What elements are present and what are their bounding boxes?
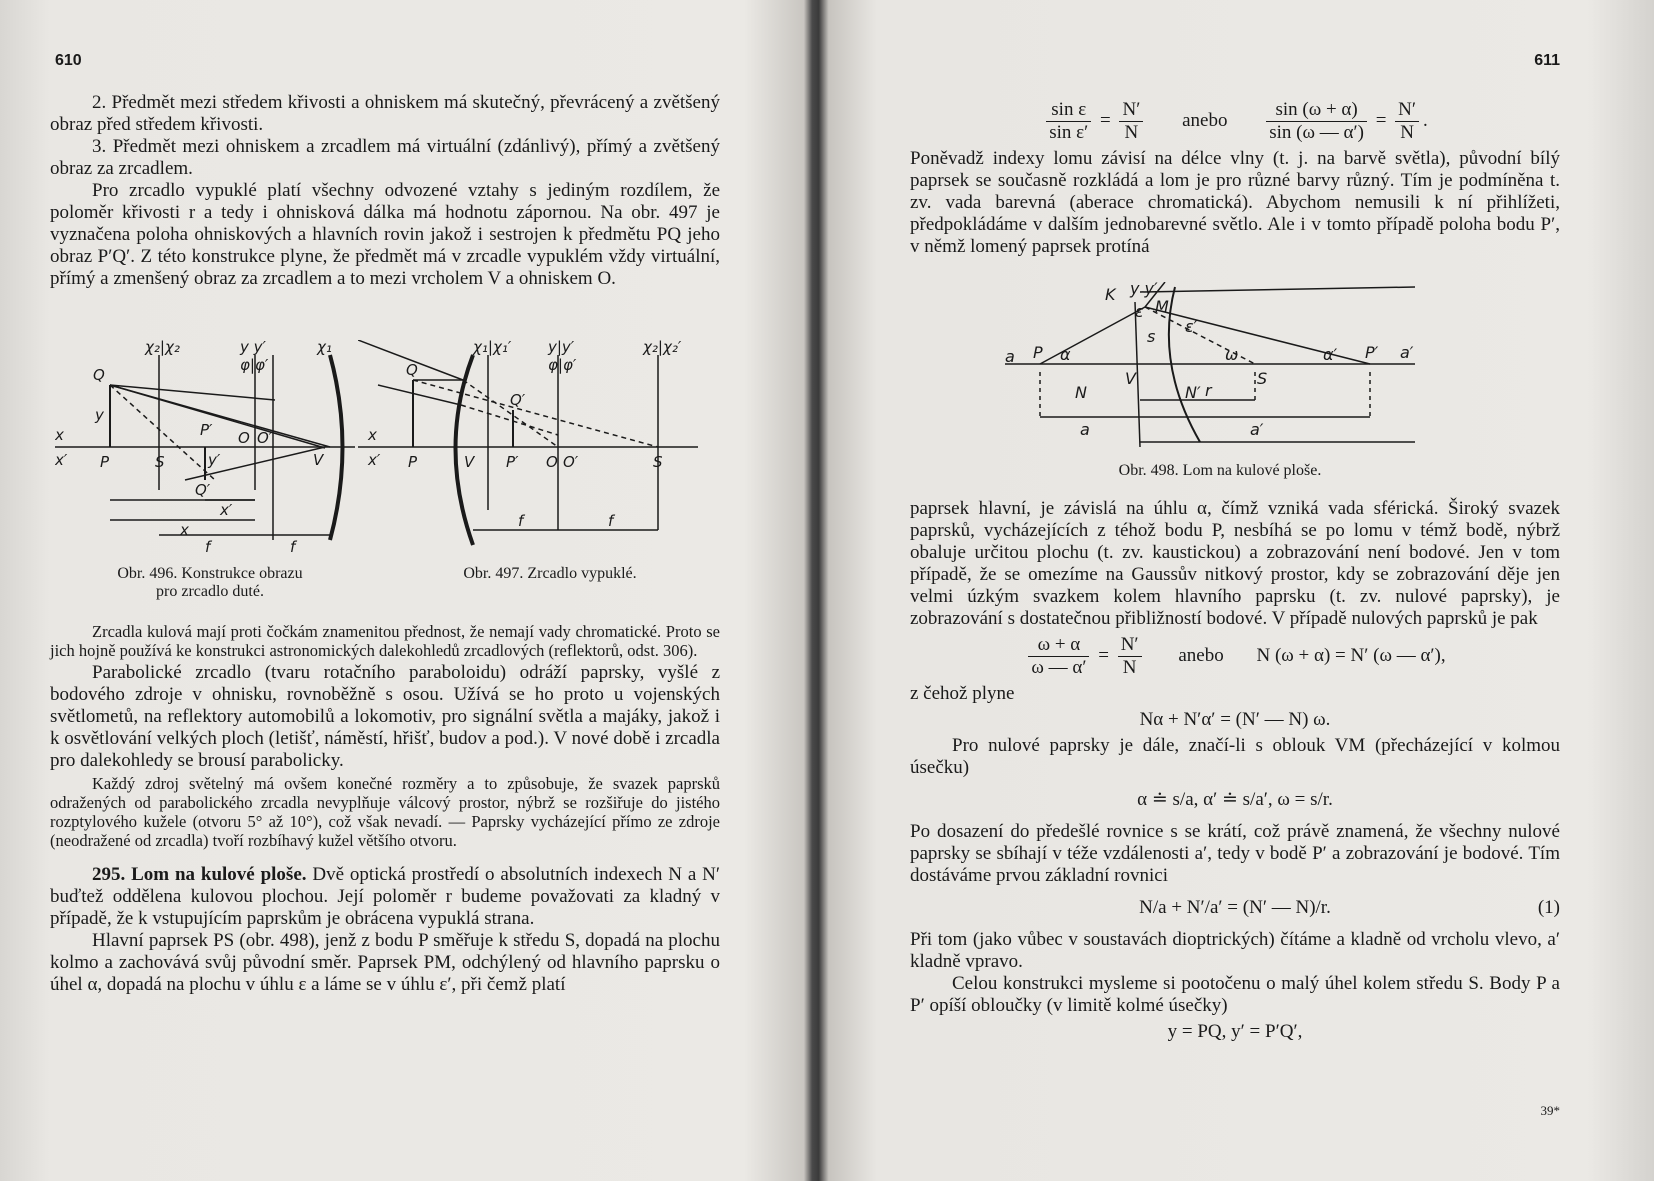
numerator: sin ε	[1046, 99, 1091, 122]
fig-label: a	[1005, 347, 1015, 366]
fig-label: O	[546, 453, 558, 471]
fig-label: s	[1147, 327, 1156, 346]
equation-number: (1)	[1537, 897, 1560, 918]
fig-label: χ₂|χ₂	[145, 340, 180, 356]
fig-label: M	[1155, 297, 1169, 316]
section-number: 295.	[92, 864, 126, 885]
fig-label: P	[1033, 343, 1043, 362]
equation: $\frac{\text{sin ε}}{\text{sin ε′}}$ = $\frac{N'}{N}$ anebo $\frac{\sin (\omega + \alpha)}{\sin (\omega — \alpha')}$ = $\frac{N'}{N}$ .	[910, 99, 1560, 144]
paragraph: 2. Předmět mezi středem křivosti a ohniskem má skutečný, převrácený a zvětšený obraz před středem křivosti.	[50, 92, 720, 135]
denominator: N	[1124, 122, 1139, 143]
fig-label: ε′	[1185, 317, 1198, 336]
paragraph: z čehož plyne	[910, 683, 1015, 704]
fig-label: V	[464, 453, 475, 471]
fig-label: O	[238, 429, 250, 447]
fig-label: S	[1257, 369, 1268, 388]
figure-498	[1005, 282, 1425, 452]
section-title: Lom na kulové ploše.	[131, 864, 307, 885]
fig-label: a	[1080, 420, 1090, 439]
fraction	[1119, 99, 1143, 144]
numerator: sin (ω + α)	[1266, 99, 1367, 122]
fig-label: r	[1205, 381, 1212, 400]
fig-label: P	[408, 453, 418, 471]
section-text: Dvě optická prostředí o absolutních indexech N a N′ buďtež oddělena kulovou plochou. Její poloměr r budeme považovati za kladný v případě, že k vstupujícím paprskům je obrácena vypuklá strana.	[50, 864, 721, 929]
left-page	[40, 0, 720, 1181]
fig-label: y′	[208, 451, 221, 469]
figure-caption	[85, 565, 335, 601]
numerator: ω + α	[1028, 634, 1089, 657]
paragraph-small: Zrcadla kulová mají proti čočkám znamenitou přednost, že nemají vady chromatické. Proto se jich hojně používá ke konstrukci astronomických dalekohledů zrcadlových (reflektorů, odst. 306).	[50, 622, 720, 660]
equation-body: N/a + N′/a′ = (N′ — N)/r.	[1139, 897, 1331, 918]
fig-label: x′	[55, 451, 68, 469]
fig-label: y y′	[240, 340, 266, 356]
fig-label: a′	[1400, 343, 1414, 362]
fig-label: Q′	[510, 391, 526, 409]
fig-label: x	[55, 426, 64, 444]
conjunction: anebo	[1178, 644, 1224, 666]
text-block-top	[910, 95, 1560, 258]
paragraph: Po dosazení do předešlé rovnice s se krátí, což právě znamená, že všechny nulové paprsky se sbíhají v téže vzdálenosti a′, tedy v bodě P′ a zobrazování je bodové. Tím dostáváme prvou základní rovnici	[910, 821, 1560, 886]
caption-line: pro zrcadlo duté.	[156, 583, 264, 600]
fig-label: O′	[257, 429, 273, 447]
fig-label: N′	[1185, 383, 1201, 402]
fig-label: y	[95, 406, 104, 424]
numerator: N′	[1118, 634, 1142, 657]
fig-label: f	[205, 538, 211, 555]
numerator: N′	[1395, 99, 1419, 122]
right-page	[900, 0, 1560, 1181]
text-block-bottom	[50, 622, 720, 996]
denominator: sin ε′	[1049, 122, 1089, 143]
fig-label: P′	[200, 421, 213, 439]
caption-line: Obr. 496. Konstrukce obrazu	[117, 565, 303, 582]
paragraph: Parabolické zrcadlo (tvaru rotačního paraboloidu) odráží paprsky, vyšlé z bodového zdroje v ohnisku, rovnoběžně s osou. Užívá se ho proto u vojenských světlometů, na reflektory automobilů a lokomotiv, pro signální světla a majáky, jakož i k osvětlování velkých ploch (letišť, náměstí, hřišť, budov a pod.). V nové době i zrcadla pro dalekohledy se brousí parabolicky.	[50, 662, 720, 771]
page-number: 611	[1534, 52, 1560, 69]
footer-signature-mark: 39*	[1540, 1103, 1560, 1118]
equation: α ≐ s/a, α′ ≐ s/a′, ω = s/r.	[1137, 789, 1333, 810]
fig-label: f	[518, 512, 524, 530]
fig-label: V	[1125, 369, 1136, 388]
equation: y = PQ, y′ = P′Q′,	[1167, 1021, 1303, 1042]
fig-label: Q′	[195, 481, 211, 499]
fig-label: S	[653, 453, 663, 471]
fig-label: y y′	[1130, 282, 1158, 298]
fig-label: P	[100, 453, 110, 471]
fraction	[1046, 99, 1091, 144]
text-block-bottom	[910, 498, 1560, 1047]
paragraph: paprsek hlavní, je závislá na úhlu α, čímž vzniká vada sférická. Široký svazek paprsků, vycházejících z téhož bodu P, nesbíhá se po lomu v témž bodě, nýbrž obaluje určitou plochu (t. zv. kaustickou) a zobrazování není bodové. Jen v tom případě, že se omezíme na Gaussův nitkový prostor, kdy se zobrazování děje jen velmi úzkým svazkem kolem hlavního paprsku (t. zv. nulové paprsky), je zobrazování s dostatečnou přibližností bodové. V případě nulových paprsků je pak	[910, 498, 1560, 629]
fig-label: V	[313, 451, 324, 469]
paragraph-small: Každý zdroj světelný má ovšem konečné rozměry a to způsobuje, že svazek paprsků odražených od parabolického zrcadla nevyplňuje válcový prostor, nýbrž se rozšiřuje do jistého rozptylového kužele (otvoru 5° až 10°), což však nevadí. — Paprsky vycházející přímo ze zdroje (neodražené od zrcadla) tvoří rozbíhavý kužel většího otvoru.	[50, 774, 720, 850]
denominator: sin (ω — α′)	[1269, 122, 1364, 143]
figure-496	[55, 340, 355, 555]
fraction	[1028, 634, 1089, 679]
fraction	[1266, 99, 1367, 144]
paragraph: Poněvadž indexy lomu závisí na délce vlny (t. j. na barvě světla), původní bílý paprsek se současně rozkládá a lom je pro různé barvy různý. Tím je podmíněna t. zv. vada barevná (aberace chromatická). Abychom nemusili k ní přihlížeti, předpokládáme v dalším jednobarevné světlo. Ale i v tomto případě poloha bodu P′, v němž lomený paprsek protíná	[910, 148, 1560, 257]
denominator: N	[1400, 122, 1414, 143]
paragraph: Pro zrcadlo vypuklé platí všechny odvozené vztahy s jediným rozdílem, že poloměr křivosti r a tedy i ohnisková dálka má hodnotu zápornou. Na obr. 497 je vyznačena poloha ohniskových a hlavních rovin jakož i sestrojen k předmětu PQ jeho obraz P′Q′. Z této konstrukce plyne, že předmět má v zrcadle vypuklém vždy virtuální, přímý a zmenšený obraz za zrcadlem a to mezi vrcholem V a ohniskem O.	[50, 180, 720, 289]
fig-label: y|y′	[548, 340, 575, 356]
fig-label: Q	[406, 361, 418, 379]
fig-label: x′	[220, 501, 233, 519]
paragraph: Celou konstrukci mysleme si pootočenu o malý úhel kolem středu S. Body P a P′ opíší obloučky (v limitě kolmé úsečky)	[910, 973, 1560, 1016]
fig-label: ε	[1135, 302, 1144, 321]
fraction	[1395, 99, 1419, 144]
fig-label: χ₁|χ₁′	[473, 340, 512, 356]
equation-right: N (ω + α) = N′ (ω — α′),	[1256, 644, 1446, 666]
equation: Nα + N′α′ = (N′ — N) ω.	[1139, 709, 1331, 730]
fig-label: x	[368, 426, 377, 444]
fig-label: φ|φ′	[548, 356, 577, 374]
fig-label: P′	[1365, 343, 1379, 362]
fig-label: ω	[1225, 345, 1239, 364]
fraction	[1118, 634, 1142, 679]
paragraph: 3. Předmět mezi ohniskem a zrcadlem má virtuální (zdánlivý), přímý a zvětšený obraz za zrcadlem.	[50, 136, 720, 179]
fig-label: α	[1060, 345, 1071, 364]
paragraph: Při tom (jako vůbec v soustavách dioptrických) čítáme a kladně od vrcholu vlevo, a′ kladně vpravo.	[910, 929, 1560, 972]
fig-label: O′	[563, 453, 579, 471]
fig-label: a′	[1250, 420, 1264, 439]
section-paragraph	[50, 864, 720, 930]
page-number: 610	[55, 52, 82, 69]
fig-label: f	[608, 512, 614, 530]
fig-label: P′	[506, 453, 519, 471]
denominator: N	[1122, 657, 1137, 678]
numerator: N′	[1119, 99, 1143, 122]
conjunction: anebo	[1182, 109, 1228, 131]
fig-label: N	[1075, 383, 1087, 402]
equation	[910, 897, 1560, 919]
fig-label: φ|φ′	[240, 356, 269, 374]
fig-label: S	[155, 453, 165, 471]
fig-label: α′	[1323, 345, 1338, 364]
fig-label: Q	[93, 366, 105, 384]
figure-caption: Obr. 497. Zrcadlo vypuklé.	[463, 565, 637, 582]
fig-label: χ₁	[317, 340, 332, 356]
fig-label: x′	[368, 451, 381, 469]
paragraph: Hlavní paprsek PS (obr. 498), jenž z bodu P směřuje k středu S, dopadá na plochu kolmo a zachovává svůj původní směr. Paprsek PM, odchýlený od hlavního paprsku o úhel α, dopadá na plochu v úhlu ε a láme se v úhlu ε′, při čemž platí	[50, 930, 720, 995]
fig-label: f	[290, 538, 296, 555]
denominator: ω — α′	[1031, 657, 1087, 678]
figure-497	[358, 340, 698, 555]
fig-label: K	[1105, 285, 1116, 304]
figure-caption: Obr. 498. Lom na kulové ploše.	[1118, 462, 1322, 479]
fig-label: x	[180, 521, 189, 539]
fig-label: χ₂|χ₂′	[643, 340, 682, 356]
text-block-top	[50, 92, 720, 290]
equation: $\frac{\omega + \alpha}{\omega — \alpha'}$ = $\frac{N'}{N}$ anebo N (ω + α) = N′ (ω — α′),	[910, 634, 1560, 679]
paragraph: Pro nulové paprsky je dále, značí-li s oblouk VM (přecházející v kolmou úsečku)	[910, 735, 1560, 778]
